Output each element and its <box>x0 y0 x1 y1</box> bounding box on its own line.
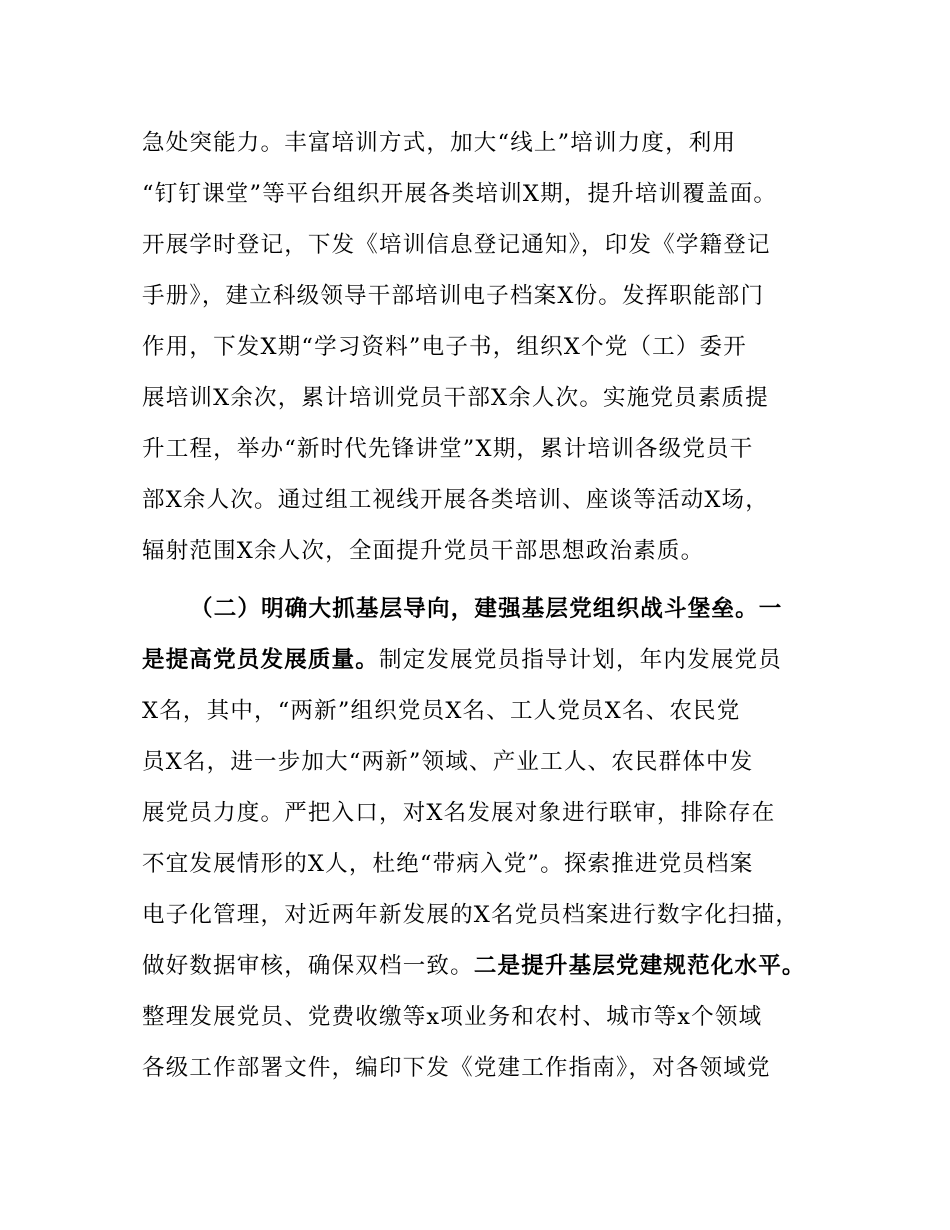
paragraph-line: 急处突能力。丰富培训方式，加大“线上”培训力度，利用 <box>142 130 737 156</box>
paragraph-text: 制定发展党员指导计划，年内发展党员 <box>379 647 782 673</box>
paragraph-line: “钉钉课堂”等平台组织开展各类培训X期，提升培训覆盖面。 <box>142 181 778 207</box>
subheading-two: 二是提升基层党建规范化水平。 <box>473 953 806 979</box>
paragraph-line: 电子化管理，对近两年新发展的X名党员档案进行数字化扫描， <box>142 902 800 928</box>
paragraph-line: 不宜发展情形的X人，杜绝“带病入党”。探索推进党员档案 <box>142 851 754 877</box>
paragraph-line: 整理发展党员、党费收缴等x项业务和农村、城市等x个领域 <box>142 1004 763 1030</box>
paragraph-line <box>142 951 832 981</box>
paragraph-line: 部X余人次。通过组工视线开展各类培训、座谈等活动X场， <box>142 487 769 513</box>
paragraph-line <box>142 645 832 675</box>
paragraph-line: 展培训X余次，累计培训党员干部X余人次。实施党员素质提 <box>142 385 769 411</box>
subheading-one: 是提高党员发展质量。 <box>142 647 380 673</box>
paragraph-line: 手册》，建立科级领导干部培训电子档案X份。发挥职能部门 <box>142 283 765 309</box>
paragraph-line: 开展学时登记，下发《培训信息登记通知》，印发《学籍登记 <box>142 232 771 258</box>
paragraph-line: 作用，下发X期“学习资料”电子书，组织X个党（工）委开 <box>142 334 747 360</box>
paragraph-line: 员X名，进一步加大“两新”领域、产业工人、农民群体中发 <box>142 749 754 775</box>
paragraph-line: 辐射范围X余人次，全面提升党员干部思想政治素质。 <box>142 538 705 564</box>
paragraph-line: X名，其中，“两新”组织党员X名、工人党员X名、农民党 <box>142 698 741 724</box>
paragraph-line: 展党员力度。严把入口，对X名发展对象进行联审，排除存在 <box>142 800 776 826</box>
section-heading: （二）明确大抓基层导向，建强基层党组织战斗堡垒。一 <box>190 596 783 622</box>
paragraph-line: 各级工作部署文件，编印下发《党建工作指南》，对各领域党 <box>142 1055 771 1081</box>
paragraph-line: 升工程，举办“新时代先锋讲堂”X期，累计培训各级党员干 <box>142 436 754 462</box>
paragraph-text: 做好数据审核，确保双档一致。 <box>142 953 474 979</box>
